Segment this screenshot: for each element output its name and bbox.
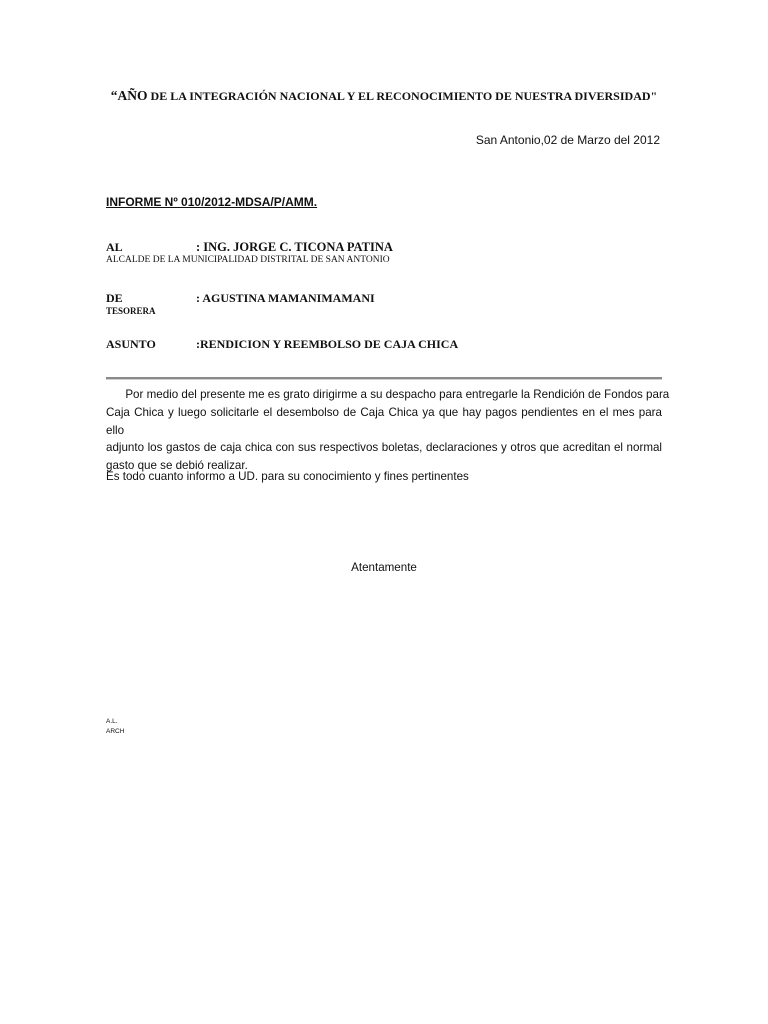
reference-archive: ARCH <box>106 728 125 735</box>
body-line: Caja Chica y luego solicitarle el desembolso de Caja Chica ya que hay pagos pendientes en el mes para ello <box>106 405 662 437</box>
regards: Atentamente <box>351 561 417 574</box>
letter-motto <box>0 88 768 104</box>
letter-date: San Antonio,02 de Marzo del 2012 <box>475 133 660 147</box>
closing-line: Es todo cuanto informo a UD. para su conocimiento y fines pertinentes <box>106 470 469 483</box>
motto-year: “AÑO <box>110 88 148 103</box>
motto-text: DE LA INTEGRACIÓN NACIONAL Y EL RECONOCIMIENTO DE NUESTRA DIVERSIDAD" <box>147 89 658 103</box>
report-number: INFORME Nº 010/2012-MDSA/P/AMM. <box>106 195 318 209</box>
subject-label: ASUNTO <box>106 337 156 351</box>
subject-text: :RENDICION Y REEMBOLSO DE CAJA CHICA <box>196 337 459 351</box>
body-line: adjunto los gastos de caja chica con sus respectivos boletas, declaraciones y otros que acreditan el normal <box>106 441 662 455</box>
body-line: Por medio del presente me es grato dirigirme a su despacho para entregarle la Rendición de Fondos para <box>106 388 670 401</box>
recipient-name: : ING. JORGE C. TICONA PATINA <box>196 240 393 254</box>
sender-name: : AGUSTINA MAMANIMAMANI <box>196 291 375 305</box>
sender-title: TESORERA <box>106 306 156 316</box>
body-line: gasto que se debió realizar. <box>106 459 248 473</box>
sender-label: DE <box>106 291 123 305</box>
body-paragraph <box>106 386 670 475</box>
header-divider <box>106 377 662 380</box>
recipient-label: AL <box>106 240 123 254</box>
recipient-title: ALCALDE DE LA MUNICIPALIDAD DISTRITAL DE SAN ANTONIO <box>106 255 390 265</box>
reference-initials: A.L. <box>106 718 118 725</box>
